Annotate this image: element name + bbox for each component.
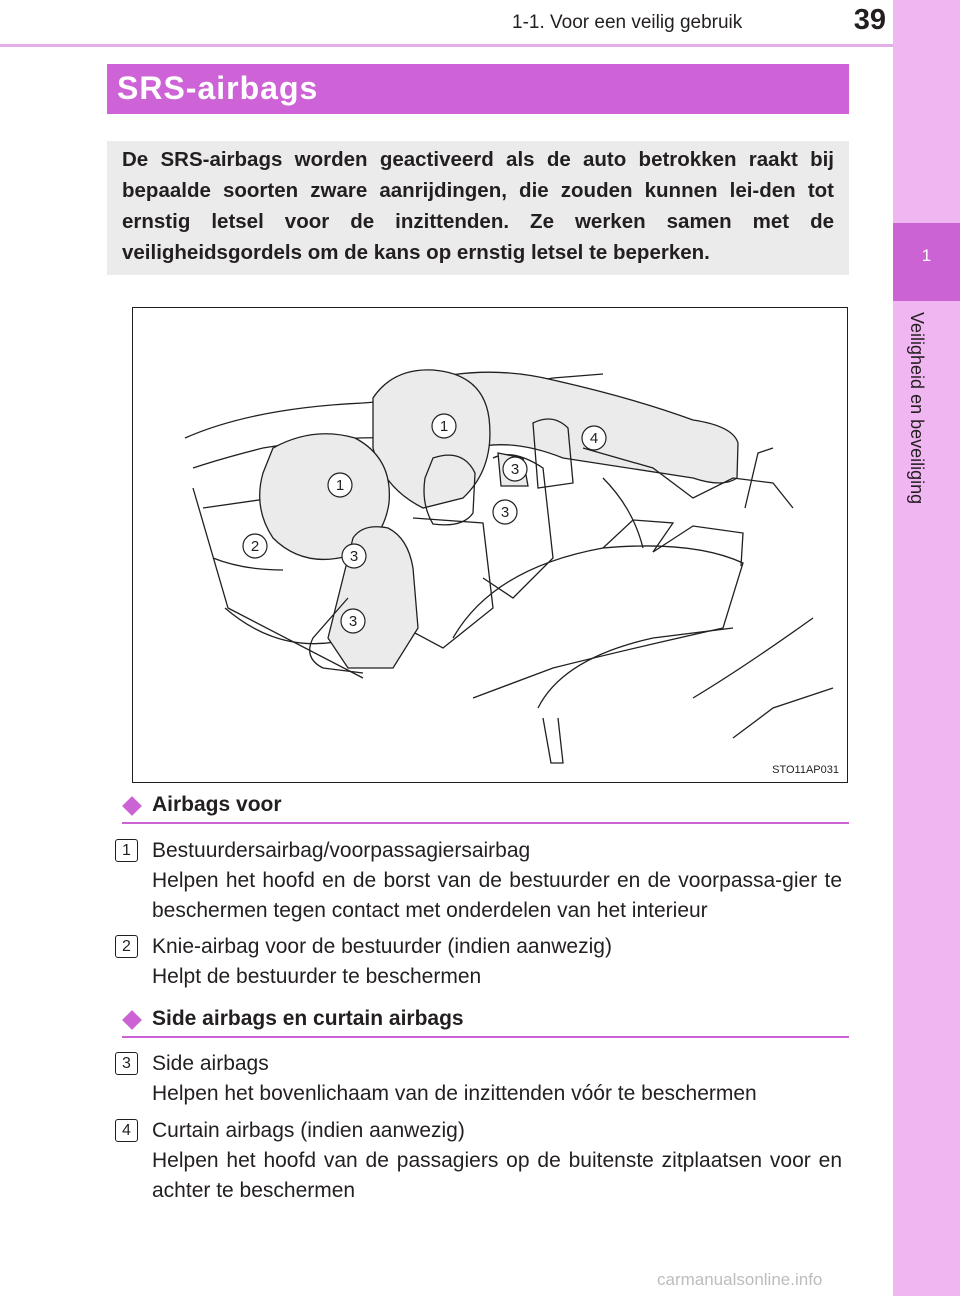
callout-label: 3 bbox=[349, 548, 359, 565]
car-interior-drawing bbox=[133, 308, 847, 782]
section-title: 1-1. Voor een veilig gebruik bbox=[512, 12, 743, 33]
item-title: Curtain airbags (indien aanwezig) bbox=[152, 1119, 465, 1142]
item-description: Helpen het bovenlichaam van de inzittenden vóór te beschermen bbox=[152, 1082, 757, 1105]
item-description: Helpen het hoofd van de passagiers op de buitenste zitplaatsen voor en achter te beschermen bbox=[152, 1149, 842, 1202]
item-number-badge: 4 bbox=[115, 1119, 138, 1142]
item-title: Knie-airbag voor de bestuurder (indien aanwezig) bbox=[152, 935, 612, 958]
callout-label: 3 bbox=[510, 461, 520, 478]
item-description: Helpen het hoofd en de borst van de bestuurder en de voorpassa-gier te beschermen tegen contact met onderdelen van het interieur bbox=[152, 869, 842, 922]
item-text bbox=[152, 1049, 842, 1109]
intro-text: De SRS-airbags worden geactiveerd als de auto betrokken raakt bij bepaalde soorten zware aanrijdingen, die zouden kunnen lei-den tot ernstig letsel voor de inzittenden. Ze werken samen met de veiligheidsgordels om de kans op ernstig letsel te beperken. bbox=[122, 148, 834, 264]
airbag-illustration bbox=[132, 307, 848, 783]
section-heading-side bbox=[122, 1007, 849, 1041]
section-heading-label: Airbags voor bbox=[152, 793, 282, 816]
callout-label: 3 bbox=[348, 613, 358, 630]
item-number-badge: 3 bbox=[115, 1052, 138, 1075]
item-title: Side airbags bbox=[152, 1052, 269, 1075]
callout-label: 4 bbox=[589, 430, 599, 447]
callout-label: 3 bbox=[500, 504, 510, 521]
chapter-label: Veiligheid en beveiliging bbox=[907, 312, 927, 505]
chapter-number: 1 bbox=[921, 246, 932, 265]
header-rule bbox=[0, 44, 893, 47]
item-text bbox=[152, 836, 842, 926]
section-rule bbox=[122, 1036, 849, 1038]
item-description: Helpt de bestuurder te beschermen bbox=[152, 965, 482, 988]
callout-label: 2 bbox=[250, 538, 260, 555]
page-number: 39 bbox=[853, 4, 886, 36]
callout-label: 1 bbox=[335, 477, 345, 494]
diamond-bullet-icon bbox=[122, 1010, 142, 1030]
callout-label: 1 bbox=[439, 418, 449, 435]
section-heading-front bbox=[122, 793, 849, 827]
diamond-bullet-icon bbox=[122, 796, 142, 816]
watermark: carmanualsonline.info bbox=[657, 1270, 823, 1289]
page-title: SRS-airbags bbox=[117, 70, 319, 106]
section-rule bbox=[122, 822, 849, 824]
section-heading-label: Side airbags en curtain airbags bbox=[152, 1007, 464, 1030]
item-text bbox=[152, 932, 842, 992]
item-number-badge: 2 bbox=[115, 935, 138, 958]
chapter-tab-strip bbox=[893, 0, 960, 1296]
item-text bbox=[152, 1116, 842, 1206]
item-title: Bestuurdersairbag/voorpassagiersairbag bbox=[152, 839, 531, 862]
figure-code: STO11AP031 bbox=[772, 764, 839, 776]
item-number-badge: 1 bbox=[115, 839, 138, 862]
